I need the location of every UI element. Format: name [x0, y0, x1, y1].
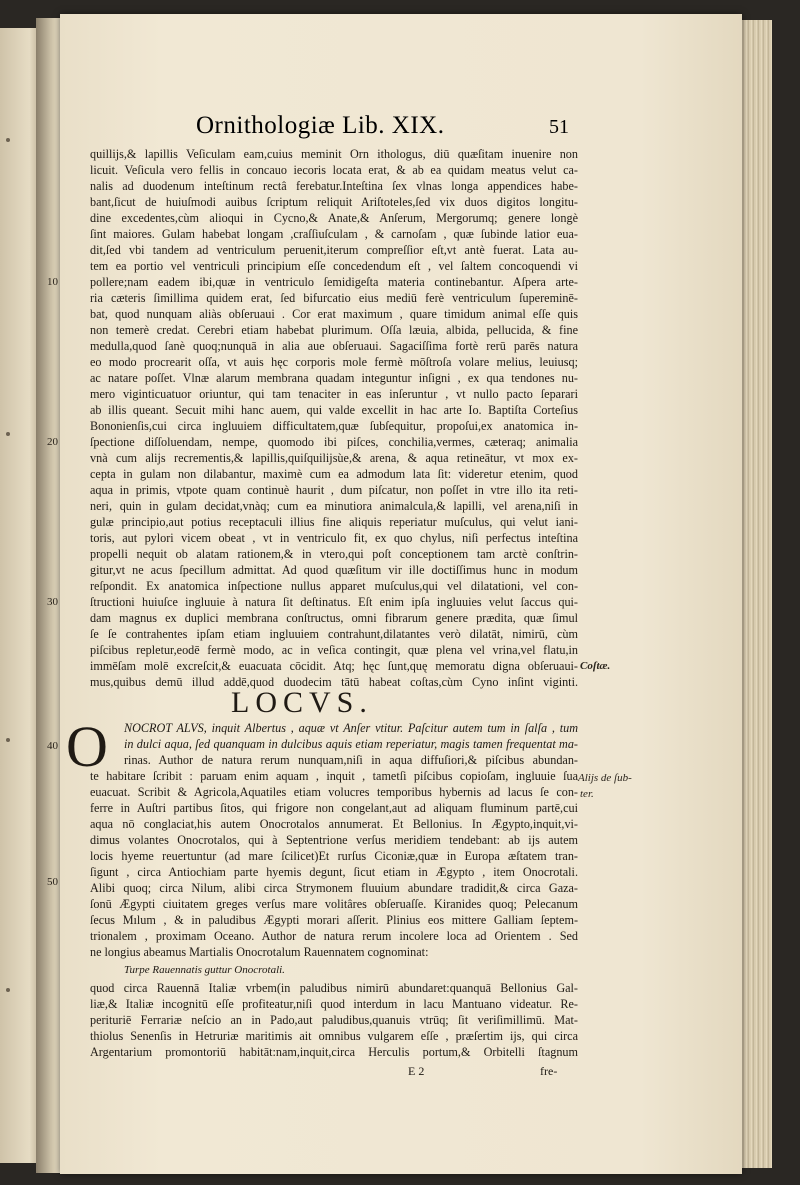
text-line: tem ea portio vel ventriculi principium eſſe concedendum eſt , vel ſaltem concoquendi vi [90, 259, 578, 273]
text-line: immēſam molē excreſcit,& euacuata cōcidit. Atq; hęc ſunt,quę memoratu digna obſeruaui- [90, 659, 578, 673]
text-line: cepta in gulam non dilabantur, maximè cum ea admodum lata ſit: videretur etenim, quod [90, 467, 578, 481]
text-line: Bononienſis,cui circa ingluuiem difficultatem,quæ ſubſequitur, propoſui,ex anatomica in- [90, 419, 578, 433]
text-line: licuit. Veſicula vero fellis in concauo iecoris locata erat, & ab ea quidam meatus velut ca- [90, 163, 578, 177]
text-line: ſint maiores. Gulam habebat longam ,craſſiuſculam , & carnoſam , quæ ſubinde latior eua- [90, 227, 578, 241]
text-line: ſonū Ægypti ciuitatem greges verſus mare volitâres obſeruaſſe. Kiranides quoq; Pelecanum [90, 897, 578, 911]
section-heading: LOCVS. [231, 686, 373, 719]
text-line: vnà cum alijs recrementis,& lapillis,quiſquilijsùe,& arena, & aqua retineātur, vt mox ex- [90, 451, 578, 465]
text-line: mero viginticuatuor oriuntur, qui tam tenaciter in eas inſeruntur , vt nullo pacto ſeparari [90, 387, 578, 401]
text-line: nalis ad duodenum inteſtinum rectâ ferebatur.Inteſtina ſex vlnas longa appendices habe- [90, 179, 578, 193]
binding-hole [6, 432, 10, 436]
running-head: Ornithologiæ Lib. XIX. [196, 112, 445, 139]
binding-hole [6, 988, 10, 992]
text-line: propelli nequit ob alatam rationem,& in vtero,qui poſt conceptionem tam arctè conſtrin- [90, 547, 578, 561]
text-line: reſpondit. Ex anatomica inſpectione nullus apparet muſculus,qui vel dilatationi, vel con- [90, 579, 578, 593]
text-line: ſpectione diſſoluendam, nempe, quomodo ibi piſces, conchilia,vermes, cæteraq; animalia [90, 435, 578, 449]
text-line: bant,ſicut de huiuſmodi auibus ſcriptum reliquit Ariſtoteles,ſed vix duos digitos longitu- [90, 195, 578, 209]
text-line: liæ,& Italiæ incognitū eſſe profiteatur,niſi quod interdum in lacu Mantuano videatur. Re- [90, 997, 578, 1011]
text-line: gulæ principio,aut potius receptaculi illius fine aliquis reperiatur muſculus, qui velut iani- [90, 515, 578, 529]
verse-quotation: Turpe Rauennatis guttur Onocrotali. [124, 964, 285, 976]
binding-hole [6, 138, 10, 142]
text-line: ſtructioni huiuſce ingluuie à natura ſit deſtinatus. Eſt enim ipſa ingluuies velut ſaccus qui- [90, 595, 578, 609]
text-line: ac natare poſſet. Vlnæ alarum membrana quadam integuntur inſigni , ex qua tendones nu- [90, 371, 578, 385]
text-line: ferre in Auſtri partibus ſitos, qui frigore non congelant,aut ad aliquam fluminum partē,cui [90, 801, 578, 815]
text-line: rinas. Author de natura rerum nunquam,niſi in aqua diffuſiori,& piſcibus abundan- [124, 753, 578, 767]
line-number: 20 [47, 436, 58, 448]
text-line: locis hyeme reuertuntur (ad mare ſcilicet)Et rurſus Ciconiæ,quæ in Europa æſtatem tran- [90, 849, 578, 863]
line-number: 50 [47, 876, 58, 888]
text-line: mus,quibus demū illud addē,quod duodecim tātū habeat coſtas,cùm Cyno inſint viginti. [90, 675, 578, 689]
margin-note-alijs: Alijs de ſub- [578, 772, 632, 784]
text-line: dit,ſed vbi tandem ad ventriculum peruenit,iterum compreſſior eſt,vt antè fuerat. Lata au- [90, 243, 578, 257]
text-line: non temerè credat. Cerebri etiam habebat plurimum. Oſſa læuia, albida, pellucida, & fine [90, 323, 578, 337]
text-line: ne longius abeamus Martialis Onocrotalum Rauennatem cognominat: [90, 945, 429, 959]
text-line: ab illis queant. Secuit mihi hanc auem, qui valde excellit in hac arte Io. Baptiſta Corteſius [90, 403, 578, 417]
text-line: piſcibus repletur,eodē fermè modo, ac in veſica contingit, quæ plena vel vrina,vel flatu,in [90, 643, 578, 657]
text-line: euacuat. Scribit & Agricola,Aquatiles etiam volucres temporibus hybernis ad lacus ſe con- [90, 785, 578, 799]
text-line: in dulci aqua, ſed quanquam in dulcibus aquis etiam reperiatur, magis tamen frequentat ma- [124, 737, 578, 751]
text-line: ſigunt , circa Antiochiam parte hyemis degunt, ſicut etiam in Ægypto , item Onocrotali. [90, 865, 578, 879]
text-line: NOCROT ALVS, inquit Albertus , aquæ vt Anſer vtitur. Paſcitur autem tum in ſalſa , tum [124, 721, 578, 735]
text-line: te habitare ſcribit : paruam enim aquam , inquit , tametſi piſcibus copioſam, ingluuie ſua [90, 769, 578, 783]
text-line: ſe ſe contrahentes ipſam etiam ingluuiem contrahunt,dilatantes verò dilatāt, nimirū, cùm [90, 627, 578, 641]
text-line: Argentarium promontoriū habitāt:nam,inquit,circa Herculis portum,& Orbitelli ſtagnum [90, 1045, 578, 1059]
text-line: gitur,vt ne acus ſpecillum admittat. Ad quod quæſitum vir ille doctiſſimus hunc in modum [90, 563, 578, 577]
text-line: dam magnus ex duplici membrana conſtructus, omni fibrarum genere prædita, quæ ſimul [90, 611, 578, 625]
page-fore-edge [740, 20, 772, 1168]
text-line: medulla,quod ſanè quoq;nunquā in alia aue obſeruaui. Sagaciſſima fortè rerū parēs natura [90, 339, 578, 353]
text-line: Alibi quoq; circa Nilum, alibi circa Strymonem fluuium abundare tradidit,& circa Gaza- [90, 881, 578, 895]
page-number: 51 [549, 116, 569, 138]
text-line: quillijs,& lapillis Veſiculam eam,cuius meminit Orn ithologus, diū quæſitam inuenire non [90, 147, 578, 161]
text-line: bat, quod nunquam aliàs obſeruaui . Cor erat maximum , quare timidum animal eſſe quis [90, 307, 578, 321]
catchword: fre- [540, 1064, 558, 1078]
text-line: ſecus Mılum , & in paludibus Ægypti morari aſſerit. Plinius eos mittere Galliam ſeptem- [90, 913, 578, 927]
binding-hole [6, 738, 10, 742]
line-number: 40 [47, 740, 58, 752]
text-line: perituriē Ferrariæ neſcio an in Pado,aut paludibus,quanuis vtrūq; ſit veriſimillimū. Mat- [90, 1013, 578, 1027]
text-line: trionalem , proximam Oceano. Author de natura rerum incolere loca ad Orientem . Sed [90, 929, 578, 943]
drop-cap: O [66, 714, 108, 779]
text-line: aqua in primis, vtpote quam continuè haurit , dum piſcatur, non poſſet in vtre illo ita reti- [90, 483, 578, 497]
text-line: toris, aut pylori vicem obeat , vt in ventriculo fit, ex quo chylus, niſi perfectus inteſtina [90, 531, 578, 545]
text-line: thiolus Senenſis in Hetruriæ maritimis ait omnibus vulgarem eſſe , præſertim ijs, qui circa [90, 1029, 578, 1043]
line-number: 10 [47, 276, 58, 288]
text-line: pollere;nam eadem ibi,quæ in ventriculo ſemidigeſta materia continebantur. Aſpera arte- [90, 275, 578, 289]
text-line: dine excedentes,cùm alioqui in Cycno,& Anate,& Anſerum, Mergorumq; genere longè [90, 211, 578, 225]
margin-note-ter: ter. [580, 788, 594, 800]
text-line: ria cæteris ſimillima quidem erat, ſed bifurcatio eius mediū ferè ventriculum ſupereminē- [90, 291, 578, 305]
signature-mark: E 2 [408, 1064, 425, 1078]
text-line: aqua nō conglaciat,his autem Onocrotalos annumerat. Et Bellonius. In Ægypto,inquit,vi- [90, 817, 578, 831]
text-line: quod circa Rauennā Italiæ vrbem(in paludibus nimirū abundaret:quanquā Bellonius Gal- [90, 981, 578, 995]
text-line: neri, quin in gulam decidat,vnàq; cum ea minutiora animalcula,& lapilli, vel arena,niſi in [90, 499, 578, 513]
text-line: eo modo procrearit oſſa, vt auis hęc corporis mole fermè mōſtroſa volare melius, leuiusq; [90, 355, 578, 369]
text-line: dimus volantes Onocrotalos, qui à Septentrione verſus meridiem tendebant: ab ijs autem [90, 833, 578, 847]
margin-note-costae: Coſtæ. [580, 660, 611, 672]
line-number: 30 [47, 596, 58, 608]
